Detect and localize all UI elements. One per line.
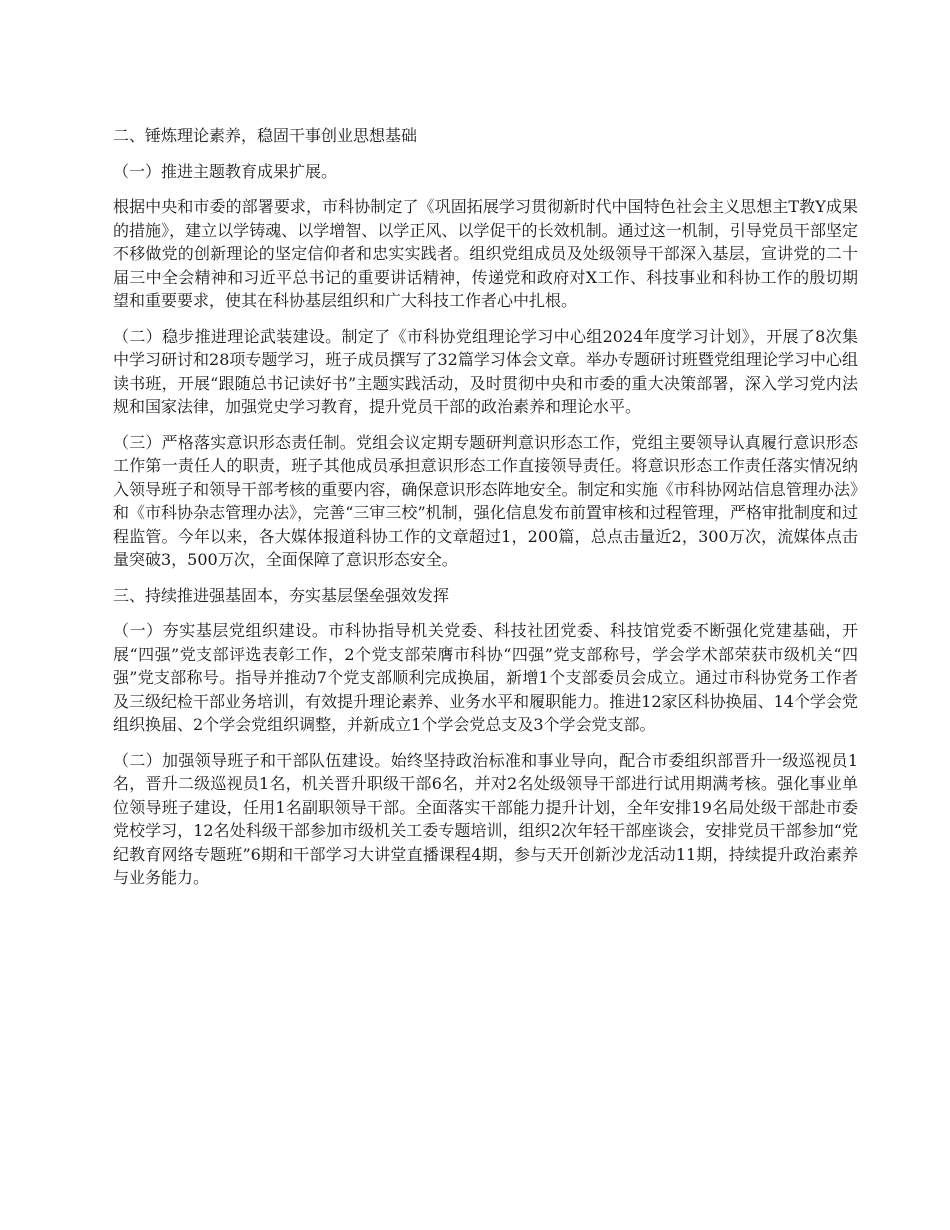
paragraph-2-1: 根据中央和市委的部署要求，市科协制定了《巩固拓展学习贯彻新时代中国特色社会主义思想主T教Y成果的措施》，建立以学铸魂、以学增智、以学正风、以学促干的长效机制。通过这一机制，引导党员干部坚定不移做党的创新理论的坚定信仰者和忠实实践者。组织党组成员及处级领导干部深入基层，宣讲党的二十届三中全会精神和习近平总书记的重要讲话精神，传递党和政府对X工作、科技事业和科协工作的殷切期望和重要要求，使其在科协基层组织和广大科技工作者心中扎根。 (113, 197, 858, 310)
paragraph-2-2: （二）稳步推进理论武装建设。制定了《市科协党组理论学习中心组2024年度学习计划》，开展了8次集中学习研讨和28项专题学习，班子成员撰写了32篇学习体会文章。举办专题研讨班暨党组理论学习中心组读书班，开展“跟随总书记读好书”主题实践活动，及时贯彻中央和市委的重大决策部署，深入学习党内法规和国家法律，加强党史学习教育，提升党员干部的政治素养和理论水平。 (113, 326, 858, 416)
paragraph-2-3: （三）严格落实意识形态责任制。党组会议定期专题研判意识形态工作，党组主要领导认真履行意识形态工作第一责任人的职责，班子其他成员承担意识形态工作直接领导责任。将意识形态工作责任落实情况纳入领导班子和领导干部考核的重要内容，确保意识形态阵地安全。制定和实施《市科协网站信息管理办法》和《市科协杂志管理办法》，完善“三审三校”机制，强化信息发布前置审核和过程管理，严格审批制度和过程监管。今年以来，各大媒体报道科协工作的文章超过1，200篇，总点击量近2，300万次，流媒体点击量突破3，500万次，全面保障了意识形态安全。 (113, 432, 858, 569)
paragraph-3-2: （二）加强领导班子和干部队伍建设。始终坚持政治标准和事业导向，配合市委组织部晋升一级巡视员1名，晋升二级巡视员1名，机关晋升职级干部6名，并对2名处级领导干部进行试用期满考核。强化事业单位领导班子建设，任用1名副职领导干部。全面落实干部能力提升计划，全年安排19名局处级干部赴市委党校学习，12名处科级干部参加市级机关工委专题培训，组织2次年轻干部座谈会，安排党员干部参加“党纪教育网络专题班”6期和干部学习大讲堂直播课程4期，参与天开创新沙龙活动11期，持续提升政治素养与业务能力。 (113, 750, 858, 887)
subheading-2-1: （一）推进主题教育成果扩展。 (113, 161, 338, 181)
section-heading-3: 三、持续推进强基固本，夯实基层堡垒强效发挥 (113, 585, 450, 605)
paragraph-3-1: （一）夯实基层党组织建设。市科协指导机关党委、科技社团党委、科技馆党委不断强化党建基础，开展“四强”党支部评选表彰工作，2个党支部荣膺市科协“四强”党支部称号，学会学术部荣获市级机关“四强”党支部称号。指导并推动7个党支部顺利完成换届，新增1个支部委员会成立。通过市科协党务工作者及三级纪检干部业务培训，有效提升理论素养、业务水平和履职能力。推进12家区科协换届、14个学会党组织换届、2个学会党组织调整，并新成立1个学会党总支及3个学会党支部。 (113, 621, 858, 734)
section-heading-2: 二、锤炼理论素养，稳固干事创业思想基础 (113, 126, 418, 145)
document-body (113, 124, 858, 902)
